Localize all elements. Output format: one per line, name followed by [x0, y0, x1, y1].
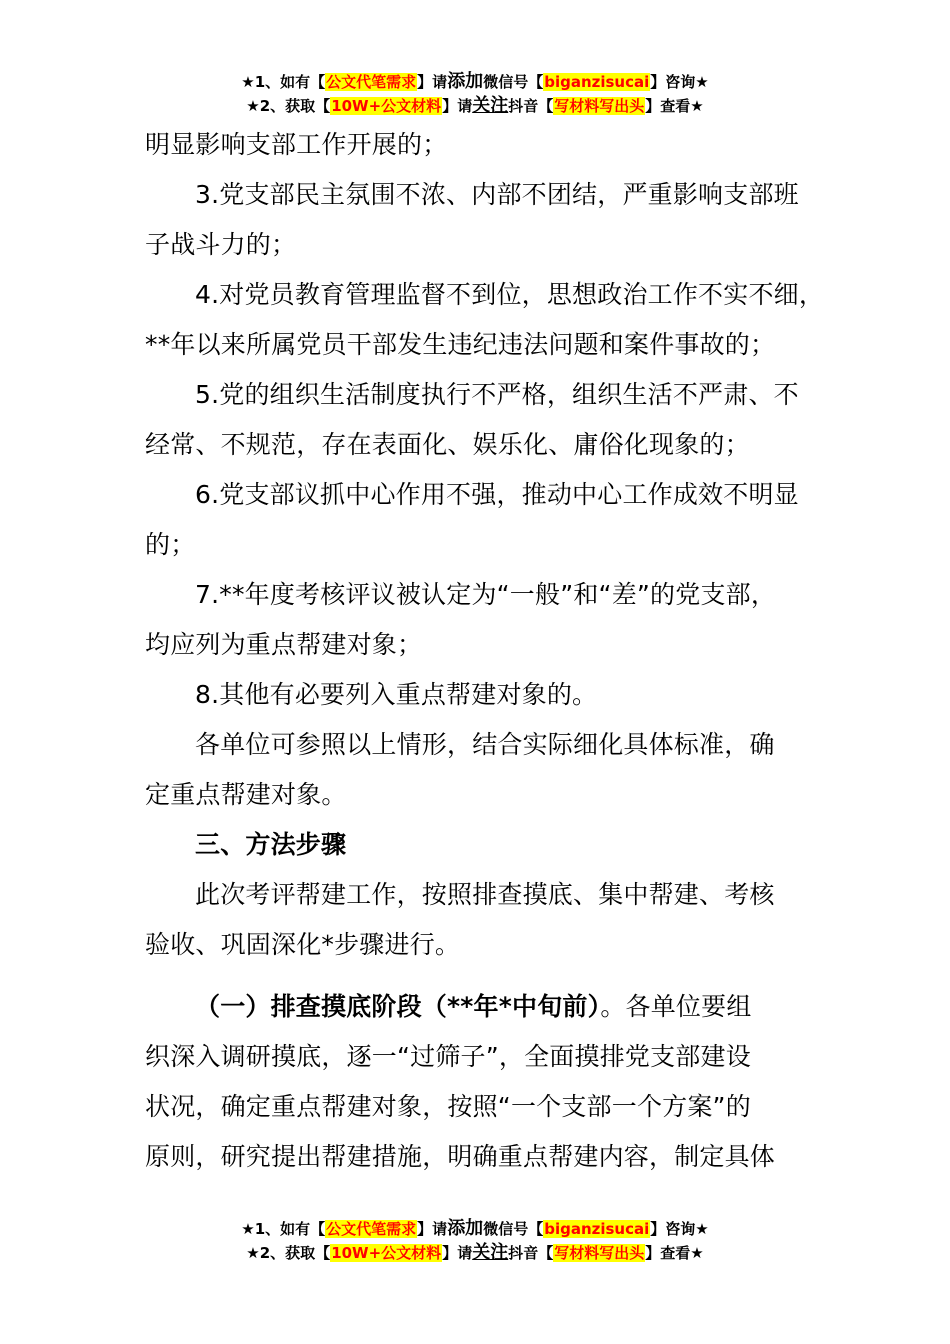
list-item: 3.党支部民主氛围不浓、内部不团结，严重影响支部班 [195, 180, 799, 209]
subsection-line [145, 982, 835, 1032]
paragraph-line: 各单位可参照以上情形，结合实际细化具体标准，确 [195, 730, 775, 759]
list-item: 7.**年度考核评议被认定为“一般”和“差”的党支部， [195, 580, 777, 609]
footer-banner [0, 1217, 950, 1265]
banner-highlight: 公文代笔需求 [326, 1220, 417, 1238]
text-line: 经常、不规范，存在表面化、娱乐化、庸俗化现象的； [145, 430, 750, 459]
text-line: **年以来所属党员干部发生违纪违法问题和案件事故的； [145, 330, 776, 359]
list-item: 8.其他有必要列入重点帮建对象的。 [195, 680, 598, 709]
banner-text: 微信号【 [483, 73, 544, 91]
text-line: 的； [145, 530, 196, 559]
text-line: 原则，研究提出帮建措施，明确重点帮建内容，制定具体 [145, 1142, 776, 1171]
banner-text: ★2、获取【 [246, 97, 331, 115]
banner-line-2 [0, 1241, 950, 1265]
banner-highlight: 写材料写出头 [554, 97, 645, 115]
banner-text: 抖音【 [508, 1244, 554, 1262]
banner-line-1 [0, 1217, 950, 1241]
text-line: 定重点帮建对象。 [145, 780, 347, 809]
list-item: 4.对党员教育管理监督不到位，思想政治工作不实不细， [195, 280, 825, 309]
banner-highlight: 10W+公文材料 [331, 1244, 442, 1262]
banner-highlight: biganzisucai [544, 73, 650, 91]
banner-text: ★1、如有【 [241, 73, 326, 91]
banner-text: ★1、如有【 [241, 1220, 326, 1238]
banner-text: 】咨询★ [650, 73, 709, 91]
document-body [145, 120, 835, 1182]
subsection-heading: （一）排查摸底阶段（**年*中旬前） [195, 992, 601, 1021]
banner-text: 】请 [417, 73, 448, 91]
banner-text: ★2、获取【 [246, 1244, 331, 1262]
banner-text: 微信号【 [483, 1220, 544, 1238]
text-line: 均应列为重点帮建对象； [145, 630, 423, 659]
banner-text: 抖音【 [508, 97, 554, 115]
subsection-text: 。各单位要组 [600, 992, 752, 1021]
list-item: 5.党的组织生活制度执行不严格，组织生活不严肃、不 [195, 380, 799, 409]
banner-text: 】查看★ [645, 1244, 704, 1262]
text-line: 织深入调研摸底，逐一“过筛子”，全面摸排党支部建设 [145, 1042, 751, 1071]
banner-line-1 [0, 70, 950, 94]
banner-text: 】查看★ [645, 97, 704, 115]
banner-highlight: biganzisucai [544, 1220, 650, 1238]
banner-emphasis: 添加 [447, 1218, 484, 1239]
paragraph-line: 此次考评帮建工作，按照排查摸底、集中帮建、考核 [195, 880, 775, 909]
banner-line-2 [0, 94, 950, 118]
banner-highlight: 写材料写出头 [554, 1244, 645, 1262]
banner-text: 】咨询★ [650, 1220, 709, 1238]
header-banner [0, 70, 950, 118]
banner-text: 】请 [442, 97, 473, 115]
banner-emphasis: 关注 [472, 95, 509, 116]
section-heading: 三、方法步骤 [195, 830, 347, 859]
text-line: 明显影响支部工作开展的； [145, 130, 448, 159]
banner-highlight: 公文代笔需求 [326, 73, 417, 91]
list-item: 6.党支部议抓中心作用不强，推动中心工作成效不明显 [195, 480, 799, 509]
text-line: 状况，确定重点帮建对象，按照“一个支部一个方案”的 [145, 1092, 751, 1121]
text-line: 子战斗力的； [145, 230, 297, 259]
banner-text: 】请 [417, 1220, 448, 1238]
banner-emphasis: 关注 [472, 1242, 509, 1263]
banner-emphasis: 添加 [447, 71, 484, 92]
banner-text: 】请 [442, 1244, 473, 1262]
banner-highlight: 10W+公文材料 [331, 97, 442, 115]
text-line: 验收、巩固深化*步骤进行。 [145, 930, 461, 959]
